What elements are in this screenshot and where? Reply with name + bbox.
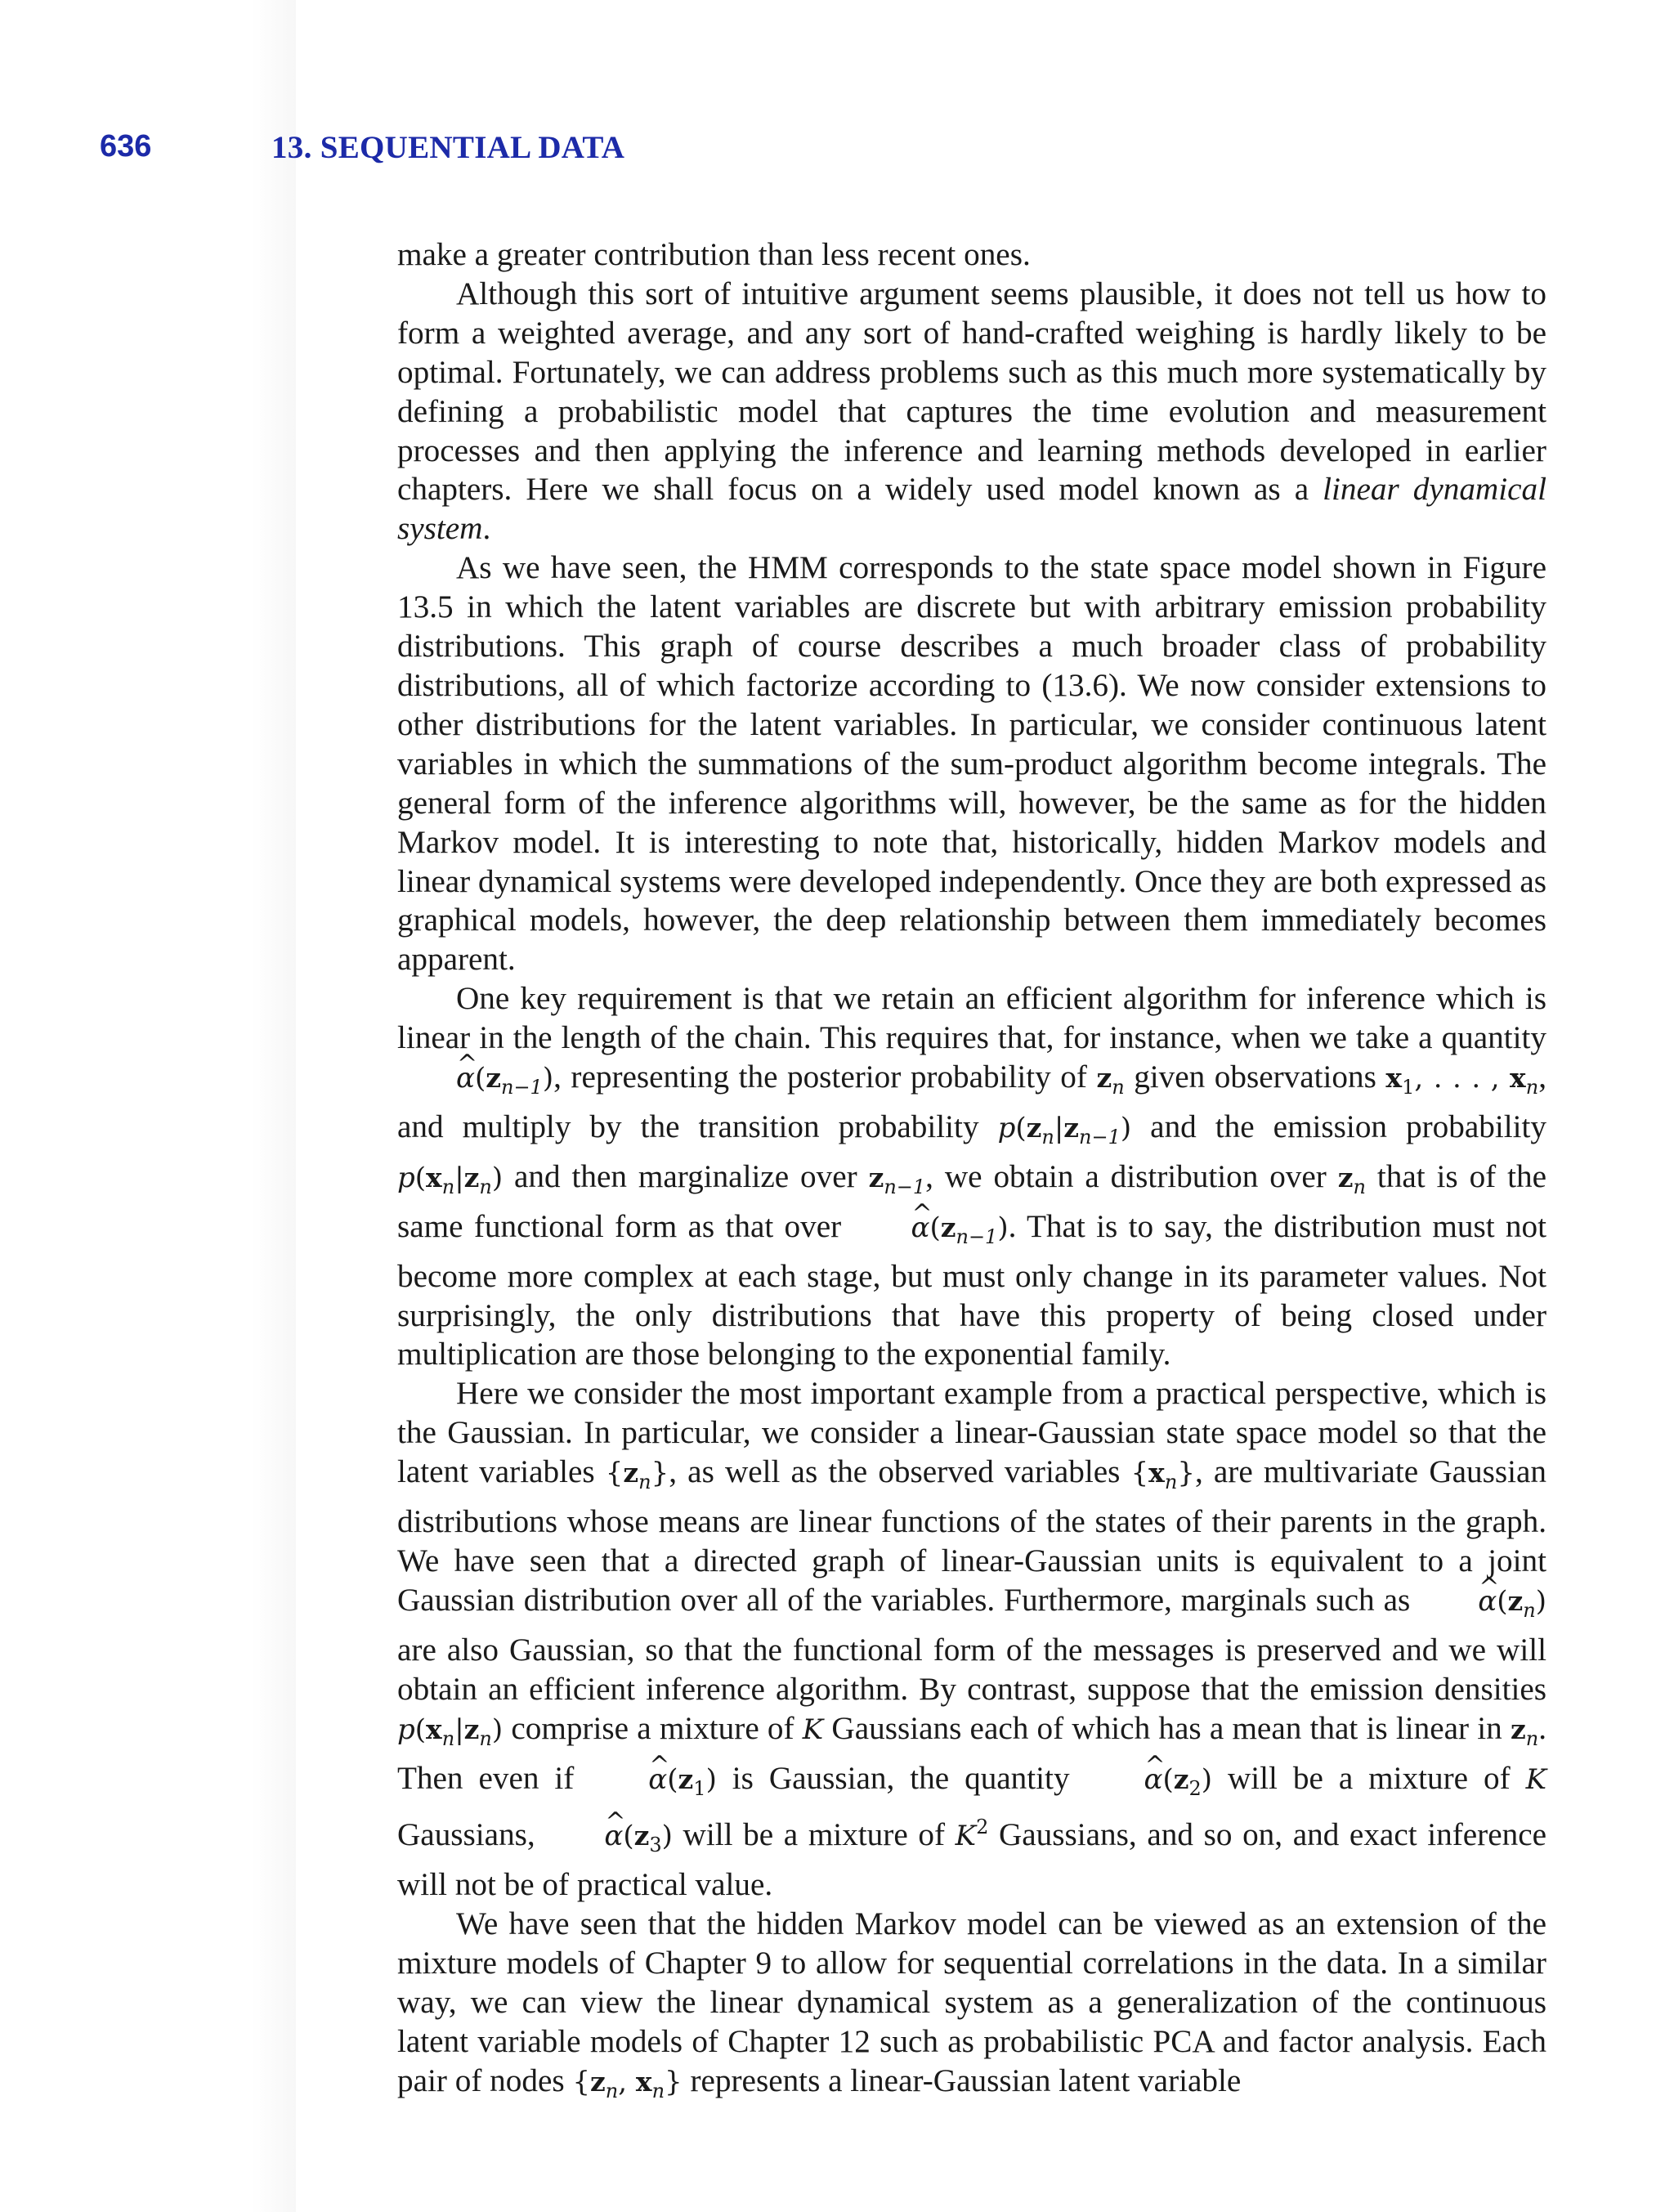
math-alpha-hat-z-3: ^ $\alpha(z_3)$: [545, 1817, 673, 1852]
math-emission-probability: $p(x_n|z_n)$: [397, 1161, 504, 1198]
page-margin: [0, 0, 296, 2212]
body-text: [397, 235, 1546, 2111]
math-alpha-hat-z-n: ^ $\alpha(z_n)$: [1419, 1583, 1546, 1618]
page-number: 636: [100, 129, 152, 163]
math-transition-probability: $p(z_n|z_{n-1})$: [997, 1111, 1132, 1149]
math-z-n: $z_n$: [1096, 1062, 1125, 1099]
paragraph-2: Although this sort of intuitive argument seems plausible, it does not tell us how to form a weighted average, and any sort of hand-crafted weighing is hardly likely to be optimal. Fortunately, we can address problems such as this much more systematically by defining a probabilistic model that captures the time evolution and measurement processes and then applying the inference and learning methods developed in earlier chapters. Here we shall focus on a widely used model known as a linear dynamical system.: [397, 275, 1546, 547]
math-alpha-hat-z-2: ^ $\alpha(z_2)$: [1085, 1761, 1213, 1796]
math-emission-density: $p(x_n|z_n)$: [397, 1713, 504, 1750]
chapter-title: 13. SEQUENTIAL DATA: [271, 130, 625, 165]
math-set-z-n: $\{z_n\}$: [605, 1457, 669, 1494]
paragraph-6: We have seen that the hidden Markov model can be viewed as an extension of the mixture models of Chapter 9 to allow for sequential correlations in the data. In a similar way, we can view the linear dynamical system as a generalization of the continuous latent variable models of Chapter 12 such as probabilistic PCA and factor analysis. Each pair of nodes {$z_n$, $x_n$} represents a linear-Gaussian latent variable: [397, 1906, 1546, 2102]
math-z-n: $z_n$: [1510, 1713, 1539, 1750]
math-z-n-minus-1: $z_{n-1}$: [868, 1161, 926, 1198]
math-z-n: $z_n$: [1337, 1161, 1366, 1198]
math-alpha-hat-z-n-minus-1: ^ $\alpha(z_{n-1})$: [397, 1059, 553, 1095]
paragraph-1: make a greater contribution than less recent ones.: [397, 237, 1031, 272]
math-K: K: [1525, 1762, 1547, 1796]
math-set-x-n: $\{x_n\}$: [1130, 1457, 1195, 1494]
math-K: K: [802, 1713, 824, 1746]
math-x-1-to-x-n: $x_1$, . . . , $x_n$: [1385, 1062, 1539, 1099]
page-header: [0, 129, 1674, 178]
math-alpha-hat-z-1: ^ $\alpha(z_1)$: [589, 1761, 717, 1796]
paragraph-4: One key requirement is that we retain an efficient algorithm for inference which is linear in the length of the chain. This requires that, for instance, when we take a quantity ^ $\alpha(z_{n-1})$, representing the posterior probability of $z_n$ given observations $x_1$, . . . , $x_n$, and multiply by the transition probability $p(z_n|z_{n-1})$ and the emission probability $p(x_n|z_n)$ and then marginalize over $z_{n-1}$, we obtain a distribution over $z_n$ that is of the same functional form as that over ^ $\alpha(z_{n-1})$. That is to say, the distribution must not become more complex at each stage, but must only change in its parameter values. Not surprisingly, the only distributions that have this property of being closed under multiplication are those belonging to the exponential family.: [397, 979, 1546, 1374]
math-K-squared: $K^2$: [955, 1816, 989, 1853]
math-pair-z-n-x-n: {$z_n$, $x_n$}: [572, 2065, 683, 2102]
term-linear-dynamical-system: linear dynamical system: [397, 472, 1546, 547]
paragraph-3: As we have seen, the HMM corresponds to the state space model shown in Figure 13.5 in which the latent variables are discrete but with arbitrary emission probability distributions. This graph of course describes a much broader class of probability distributions, all of which factorize according to (13.6). We now consider extensions to other distributions for the latent variables. In particular, we consider continuous latent variables in which the summations of the sum-product algorithm become integrals. The general form of the inference algorithms will, however, be the same as for the hidden Markov model. It is interesting to note that, historically, hidden Markov models and linear dynamical systems were developed independently. Once they are both expressed as graphical models, however, the deep relationship between them immediately becomes apparent.: [397, 550, 1546, 978]
math-alpha-hat-z-n-minus-1: ^ $\alpha(z_{n-1})$: [853, 1209, 1009, 1244]
paragraph-5: Here we consider the most important example from a practical perspective, which is the Gaussian. In particular, we consider a linear-Gaussian state space model so that the latent variables $\{z_n\}$, as well as the observed variables $\{x_n\}$, are multivariate Gaussian distributions whose means are linear functions of the states of their parents in the graph. We have seen that a directed graph of linear-Gaussian units is equivalent to a joint Gaussian distribution over all of the variables. Furthermore, marginals such as ^ $\alpha(z_n)$ are also Gaussian, so that the functional form of the messages is preserved and we will obtain an efficient inference algorithm. By contrast, suppose that the emission densities $p(x_n|z_n)$ comprise a mixture of K Gaussians each of which has a mean that is linear in $z_n$. Then even if ^ $\alpha(z_1)$ is Gaussian, the quantity ^ $\alpha(z_2)$ will be a mixture of K Gaussians, ^ $\alpha(z_3)$ will be a mixture of $K^2$ Gaussians, and so on, and exact inference will not be of practical value.: [397, 1374, 1546, 1905]
